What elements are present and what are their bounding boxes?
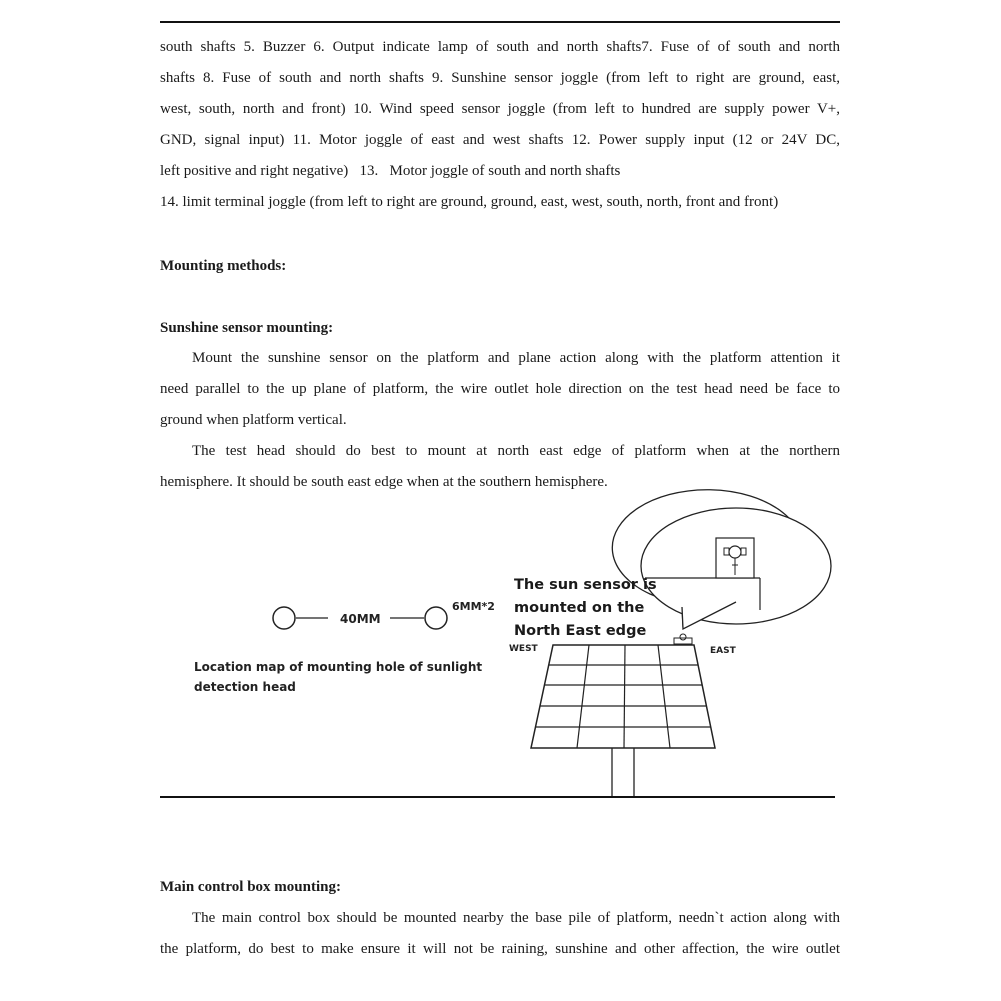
west-label: WEST [509,644,538,654]
sensor-para1-line2: need parallel to the up plane of platform, the wire outlet hole direction on the test head need be face to [160,381,840,397]
callout-line-3: North East edge [514,623,647,639]
control-para-line1: The main control box should be mounted nearby the base pile of platform, needn`t action along with [192,910,840,926]
hole-spacing-label: 40MM [340,612,381,626]
list-line-6: 14. limit terminal joggle (from left to right are ground, ground, east, west, south, north, front and front) [160,194,779,210]
hole-size-label: 6MM*2 [452,600,495,613]
sensor-para1-line3: ground when platform vertical. [160,412,347,428]
list-line-1: south shafts 5. Buzzer 6. Output indicate lamp of south and north shafts7. Fuse of of south and north [160,39,840,55]
list-line-5: left positive and right negative) 13. Motor joggle of south and north shafts [160,163,621,179]
hole-caption-line2: detection head [194,680,296,694]
control-para-line2: the platform, do best to make ensure it will not be raining, sunshine and other affection, the wire outlet [160,941,840,957]
sensor-callout [514,574,657,643]
figure-ground-rule [160,796,835,798]
main-control-box-heading: Main control box mounting: [160,879,341,895]
hole-caption-line1: Location map of mounting hole of sunlight [194,660,483,674]
list-line-3: west, south, north and front) 10. Wind speed sensor joggle (from left to hundred are supply power V+, [160,101,840,117]
east-label: EAST [710,646,736,656]
callout-line-1: The sun sensor is [514,577,657,593]
list-line-4: GND, signal input) 11. Motor joggle of east and west shafts 12. Power supply input (12 or 24V DC, [160,132,840,148]
sensor-para2-line2: hemisphere. It should be south east edge when at the southern hemisphere. [160,474,608,490]
sensor-para2-line1: The test head should do best to mount at north east edge of platform when at the northern [192,443,840,459]
sunshine-sensor-heading: Sunshine sensor mounting: [160,320,334,336]
callout-line-2: mounted on the [514,600,645,616]
list-line-2: shafts 8. Fuse of south and north shafts 9. Sunshine sensor joggle (from left to right are ground, east, [160,70,840,86]
sensor-para1-line1: Mount the sunshine sensor on the platform and plane action along with the platform attention it [192,350,840,366]
mounting-methods-heading: Mounting methods: [160,258,287,274]
